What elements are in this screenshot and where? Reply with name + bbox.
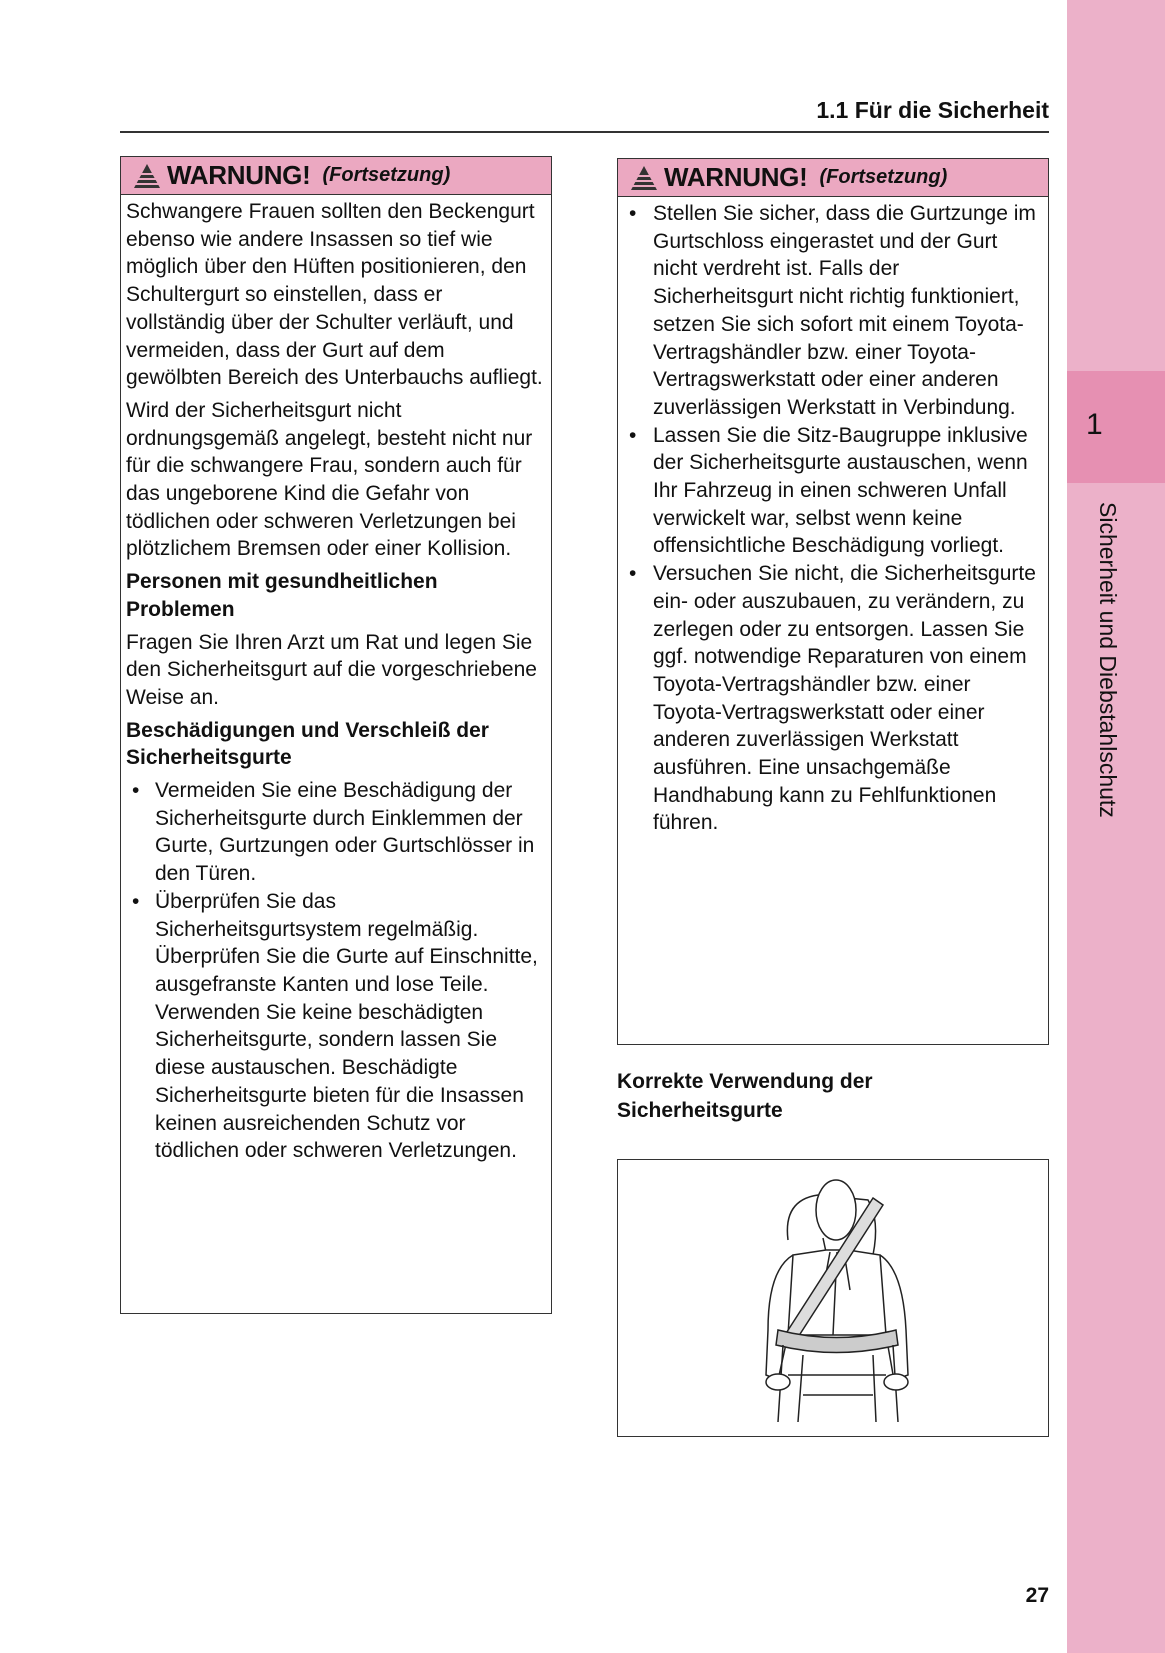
seatbelt-illustration <box>617 1159 1049 1437</box>
list-item: • Vermeiden Sie eine Beschädigung der Sicherheitsgurte durch Einklemmen der Gurte, Gurtzungen oder Gurtschlösser in den Türen. <box>126 777 545 888</box>
paragraph: Wird der Sicherheitsgurt nicht ordnungsgemäß angelegt, besteht nicht nur für die schwangere Frau, sondern auch für das ungeborene Kind die Gefahr von tödlichen oder schweren Verletzungen bei plötzlichem Bremsen oder einer Kollision. <box>126 398 533 561</box>
list-item: • Lassen Sie die Sitz-Baugruppe inklusive der Sicherheitsgurte austauschen, wenn Ihr Fahrzeug in einen schweren Unfall verwickelt war, selbst wenn keine offensichtliche Beschädigung vorliegt. <box>623 422 1042 561</box>
warning-header <box>618 159 1048 197</box>
warning-title: WARNUNG! <box>167 160 311 190</box>
list-item: • Überprüfen Sie das Sicherheitsgurtsystem regelmäßig. Überprüfen Sie die Gurte auf Einschnitte, ausgefranste Kanten und lose Teile. Verwenden Sie keine beschädigten Sicherheitsgurte, sondern lassen Sie diese austauschen. Beschädigte Sicherheitsgurte bieten für die Insassen keinen ausreichenden Schutz vor tödlichen oder schweren Verletzungen. <box>126 888 545 1165</box>
warning-header <box>121 157 551 195</box>
chapter-number: 1 <box>1086 408 1103 441</box>
warning-box-left <box>120 156 552 1314</box>
subheading: Personen mit gesundheitlichen Problemen <box>126 570 438 621</box>
list-item: • Versuchen Sie nicht, die Sicherheitsgurte ein- oder auszubauen, zu verändern, zu zerlegen oder zu entsorgen. Lassen Sie ggf. notwendige Reparaturen von einem Toyota-Vertragshändler bzw. einer Toyota-Vertragswerkstatt oder einer anderen zuverlässigen Werkstatt ausführen. Eine unsachgemäße Handhabung kann zu Fehlfunktionen führen. <box>623 560 1042 837</box>
seated-person-seatbelt-image <box>618 1160 1048 1436</box>
chapter-strip <box>1067 0 1165 1653</box>
warning-subtitle: (Fortsetzung) <box>819 166 948 188</box>
warning-title: WARNUNG! <box>664 162 808 192</box>
subheading: Beschädigungen und Verschleiß der Sicherheitsgurte <box>126 718 489 770</box>
header-rule <box>120 131 1049 133</box>
warning-triangle-icon <box>133 163 161 189</box>
chapter-tab[interactable] <box>1067 371 1165 483</box>
paragraph: Schwangere Frauen sollten den Beckengurt ebenso wie andere Insassen so tief wie möglich über den Hüften positionieren, den Schultergurt so einstellen, dass er vollständig über der Schulter verläuft, und vermeiden, dass der Gurt auf dem gewölbten Bereich des Unterbauchs aufliegt. <box>126 200 543 390</box>
section-title: 1.1 Für die Sicherheit <box>816 97 1049 123</box>
chapter-title: Sicherheit und Diebstahlschutz <box>1095 502 1121 818</box>
list-item: • Stellen Sie sicher, dass die Gurtzunge im Gurtschloss eingerastet und der Gurt nicht verdreht ist. Falls der Sicherheitsgurt nicht richtig funktioniert, setzen Sie sich sofort mit einem Toyota-Vertragshändler bzw. einer Toyota-Vertragswerkstatt oder einer anderen zuverlässigen Werkstatt in Verbindung. <box>623 200 1042 422</box>
warning-triangle-icon <box>630 165 658 191</box>
paragraph: Fragen Sie Ihren Arzt um Rat und legen Sie den Sicherheitsgurt auf die vorgeschriebene Weise an. <box>126 630 537 709</box>
page-number: 27 <box>1025 1584 1049 1607</box>
section-heading: Korrekte Verwendung der Sicherheitsgurte <box>617 1070 873 1122</box>
warning-subtitle: (Fortsetzung) <box>322 164 451 186</box>
warning-box-right <box>617 158 1049 1045</box>
